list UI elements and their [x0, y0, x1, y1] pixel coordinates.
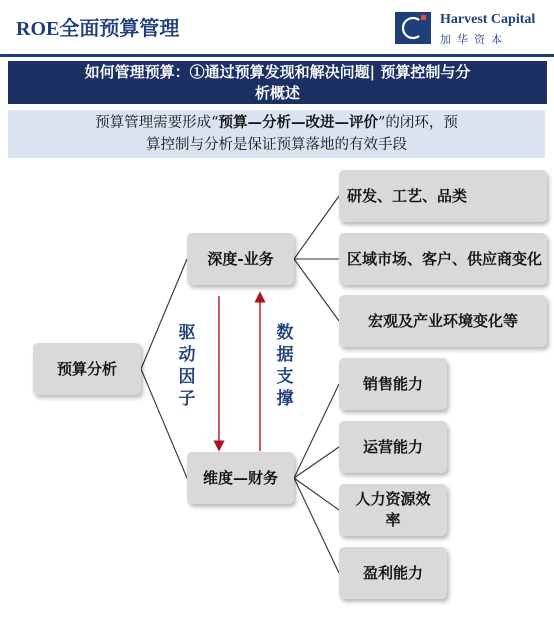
page-title: ROE全面预算管理	[16, 18, 180, 40]
label-data-support: 数据支撑	[276, 323, 294, 409]
intro-post: ”的闭环，预	[378, 115, 458, 131]
banner-line-2: 析概述	[254, 84, 300, 102]
leaf-rd-process: 研发、工艺、品类	[339, 170, 547, 222]
intro-pre: 预算管理需要形成“	[95, 115, 219, 131]
branch-node-finance: 维度—财务	[187, 452, 294, 504]
logo-name: Harvest Capital	[440, 12, 536, 27]
leaf-profitability: 盈利能力	[339, 547, 447, 599]
branch-node-business: 深度-业务	[187, 233, 294, 285]
leaf-operation-ability: 运营能力	[339, 421, 447, 473]
banner-line-1: 如何管理预算：①通过预算发现和解决问题| 预算控制与分	[84, 63, 471, 81]
leaf-macro-industry: 宏观及产业环境变化等	[339, 295, 547, 347]
root-node-budget-analysis: 预算分析	[33, 343, 141, 395]
intro-line-2: 算控制与分析是保证预算落地的有效手段	[146, 137, 407, 153]
leaf-sales-ability: 销售能力	[339, 358, 447, 410]
intro-bold: 预算—分析—改进—评价	[218, 114, 378, 131]
leaf-hr-efficiency: 人力资源效率	[339, 484, 447, 536]
label-drive-factor: 驱动因子	[178, 323, 196, 409]
logo-cn: 加华资本	[440, 33, 508, 46]
leaf-market-customer: 区域市场、客户、供应商变化	[339, 233, 547, 285]
